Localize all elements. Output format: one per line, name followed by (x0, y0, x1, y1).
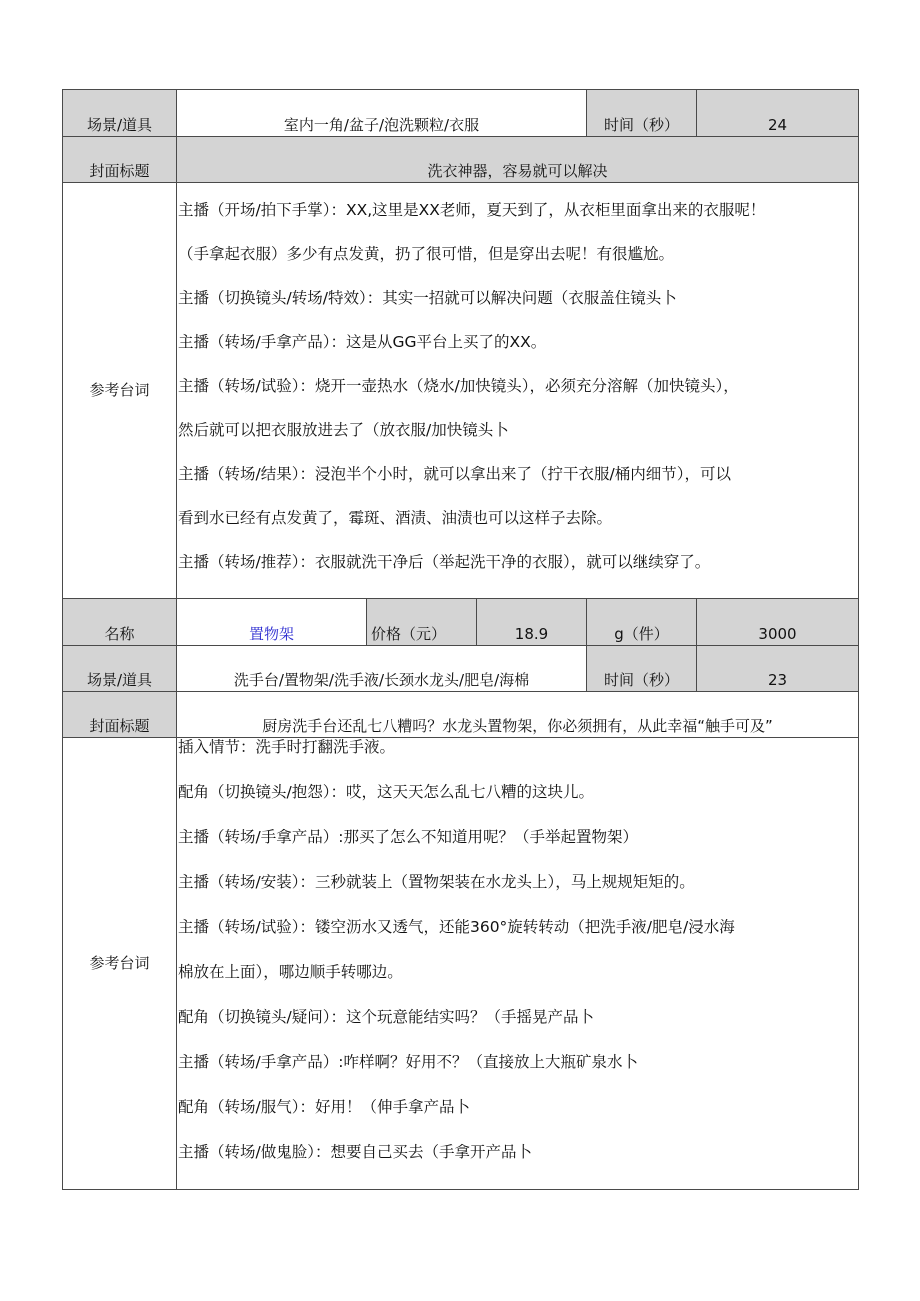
lines-label: 参考台词 (63, 738, 177, 1190)
row-lines-1 (63, 183, 859, 599)
time-value: 24 (697, 90, 859, 137)
script-line: 主播（转场/试验）：烧开一壶热水（烧水/加快镜头），必须充分溶解（加快镜头）， (178, 377, 739, 395)
scene-value: 室内一角/盆子/泡洗颗粒/衣服 (177, 90, 587, 137)
scene-label: 场景/道具 (63, 90, 177, 137)
time-value: 23 (697, 646, 859, 692)
script-line: 主播（转场/推荐）：衣服就洗干净后（举起洗干净的衣服），就可以继续穿了。 (178, 553, 711, 571)
script-line: 主播（转场/手拿产品）：这是从GG平台上买了的XX。 (178, 333, 547, 351)
script-line: 配角（转场/服气）：好用！（伸手拿产品卜 (178, 1098, 470, 1116)
script-line: 配角（切换镜头/疑问）：这个玩意能结实吗？（手摇晃产品卜 (178, 1008, 594, 1026)
name-label: 名称 (63, 599, 177, 646)
row-cover-2 (63, 692, 859, 738)
scene-value: 洗手台/置物架/洗手液/长颈水龙头/肥皂/海棉 (177, 646, 587, 692)
row-product (63, 599, 859, 646)
lines-cell (177, 183, 859, 599)
row-cover-1 (63, 137, 859, 183)
row-scene-1 (63, 90, 859, 137)
price-value: 18.9 (477, 599, 587, 646)
lines-label: 参考台词 (63, 183, 177, 599)
scene-label: 场景/道具 (63, 646, 177, 692)
cover-label: 封面标题 (63, 692, 177, 738)
script-lines-1 (178, 202, 858, 598)
cover-label: 封面标题 (63, 137, 177, 183)
script-line: 主播（开场/拍下手掌）：XX,这里是XX老师，夏天到了，从衣柜里面拿出来的衣服呢！ (178, 201, 766, 219)
row-lines-2 (63, 738, 859, 1190)
cover-value: 洗衣神器，容易就可以解决 (177, 137, 859, 183)
script-line: 主播（转场/试验）：镂空沥水又透气，还能360°旋转转动（把洗手液/肥皂/浸水海 (178, 918, 735, 936)
time-label: 时间（秒） (587, 90, 697, 137)
script-line: 主播（转场/手拿产品）:咋样啊？好用不？（直接放上大瓶矿泉水卜 (178, 1053, 638, 1071)
script-line: 主播（转场/安装）：三秒就装上（置物架装在水龙头上），马上规规矩矩的。 (178, 873, 695, 891)
script-line: 棉放在上面），哪边顺手转哪边。 (178, 963, 403, 981)
script-line: 主播（切换镜头/转场/特效）：其实一招就可以解决问题（衣服盖住镜头卜 (178, 289, 677, 307)
script-line: 主播（转场/做鬼脸）：想要自己买去（手拿开产品卜 (178, 1143, 532, 1161)
cover-value: 厨房洗手台还乱七八糟吗？水龙头置物架，你必须拥有，从此幸福“触手可及” (177, 692, 859, 738)
script-line: 配角（切换镜头/抱怨）：哎，这天天怎么乱七八糟的这块儿。 (178, 783, 594, 801)
script-line: 插入情节：洗手时打翻洗手液。 (178, 738, 396, 756)
script-line: （手拿起衣服）多少有点发黄，扔了很可惜，但是穿出去呢！有很尴尬。 (178, 245, 675, 263)
script-table (62, 89, 859, 1190)
lines-cell (177, 738, 859, 1190)
price-label: 价格（元） (367, 599, 477, 646)
product-name-link[interactable]: 置物架 (177, 599, 367, 646)
script-line: 然后就可以把衣服放进去了（放衣服/加快镜头卜 (178, 421, 509, 439)
row-scene-2 (63, 646, 859, 692)
time-label: 时间（秒） (587, 646, 697, 692)
script-line: 看到水已经有点发黄了，霉斑、酒渍、油渍也可以这样子去除。 (178, 509, 613, 527)
script-line: 主播（转场/结果）：浸泡半个小时，就可以拿出来了（拧干衣服/桶内细节），可以 (178, 465, 731, 483)
script-lines-2 (178, 739, 858, 1189)
script-line: 主播（转场/手拿产品）:那买了怎么不知道用呢？（手举起置物架） (178, 828, 638, 846)
qty-label: g（件） (587, 599, 697, 646)
qty-value: 3000 (697, 599, 859, 646)
